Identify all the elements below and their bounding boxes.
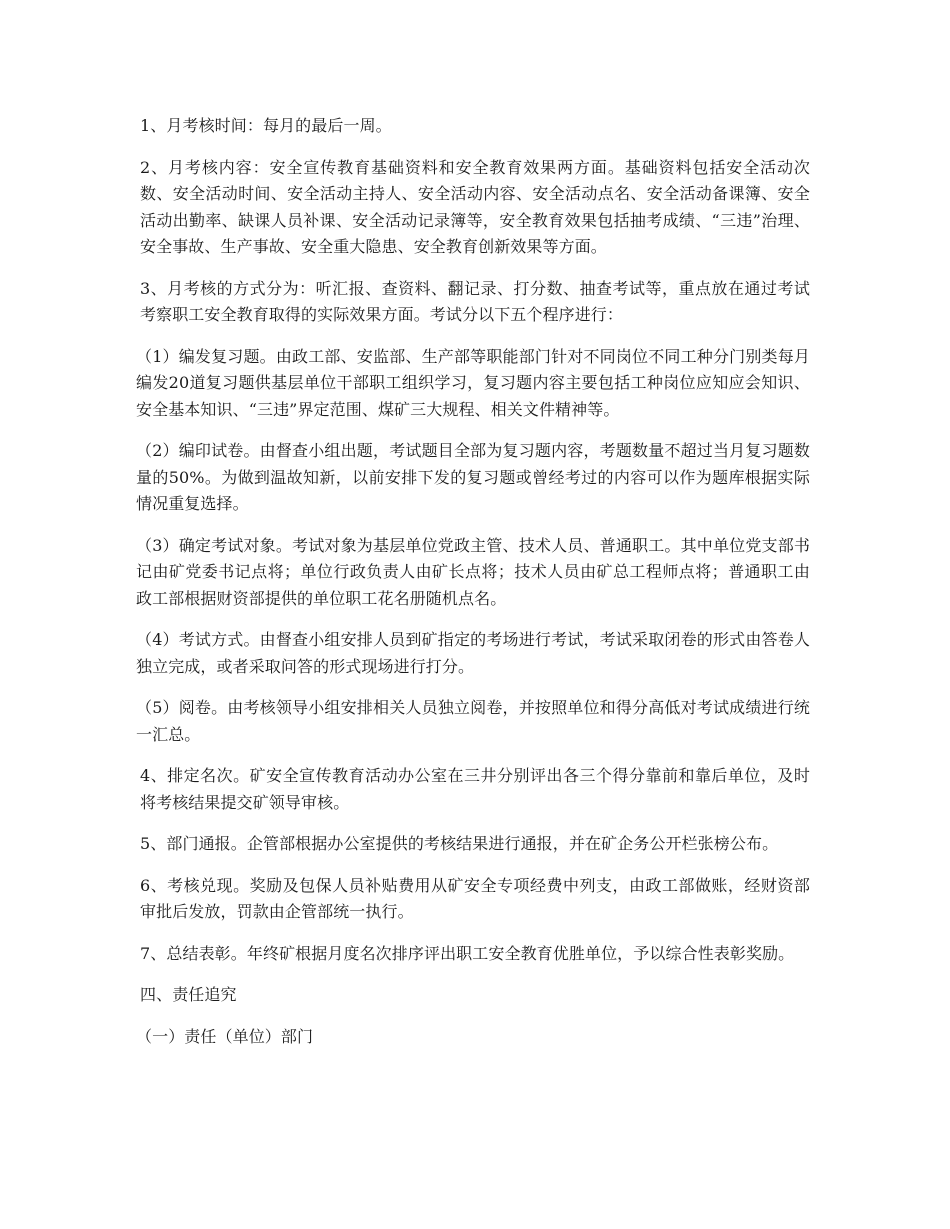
subsection-heading-responsible-departments: （一）责任（单位）部门 bbox=[136, 1026, 314, 1046]
paragraph-department-notice: 5、部门通报。企管部根据办公室提供的考核结果进行通报，并在矿企务公开栏张榜公布。 bbox=[140, 834, 779, 853]
paragraph-step-print-papers: （2）编印试卷。由督查小组出题，考试题目全部为复习题内容，考题数量不超过当月复习题数量的50%。为做到温故知新，以前安排下发的复习题或曾经考过的内容可以作为题库根据实际情况重复选择。 bbox=[136, 441, 810, 513]
paragraph-summary-commendation: 7、总结表彰。年终矿根据月度名次排序评出职工安全教育优胜单位，予以综合性表彰奖励。 bbox=[140, 943, 795, 963]
paragraph-ranking: 4、排定名次。矿安全宣传教育活动办公室在三井分别评出各三个得分靠前和靠后单位，及时将考核结果提交矿领导审核。 bbox=[140, 766, 810, 812]
paragraph-reward-fulfillment: 6、考核兑现。奖励及包保人员补贴费用从矿安全专项经费中列支，由政工部做账，经财资部审批后发放，罚款由企管部统一执行。 bbox=[140, 875, 810, 921]
section-heading-accountability: 四、责任追究 bbox=[140, 985, 237, 1004]
document-page bbox=[136, 113, 810, 1065]
paragraph-exam-time: 1、月考核时间：每月的最后一周。 bbox=[140, 116, 392, 135]
paragraph-step-review-questions: （1）编发复习题。由政工部、安监部、生产部等职能部门针对不同岗位不同工种分门别类每月编发20道复习题供基层单位干部职工组织学习，复习题内容主要包括工种岗位应知应会知识、安全基本知识、“三违”界定范围、煤矿三大规程、相关文件精神等。 bbox=[136, 346, 810, 419]
paragraph-step-grading: （5）阅卷。由考核领导小组安排相关人员独立阅卷，并按照单位和得分高低对考试成绩进行统一汇总。 bbox=[136, 698, 810, 744]
paragraph-step-exam-format: （4）考试方式。由督查小组安排人员到矿指定的考场进行考试，考试采取闭卷的形式由答卷人独立完成，或者采取问答的形式现场进行打分。 bbox=[136, 630, 810, 676]
paragraph-exam-method: 3、月考核的方式分为：听汇报、查资料、翻记录、打分数、抽查考试等，重点放在通过考试考察职工安全教育取得的实际效果方面。考试分以下五个程序进行： bbox=[140, 278, 810, 324]
paragraph-exam-content: 2、月考核内容：安全宣传教育基础资料和安全教育效果两方面。基础资料包括安全活动次数、安全活动时间、安全活动主持人、安全活动内容、安全活动点名、安全活动备课簿、安全活动出勤率、缺课人员补课、安全活动记录簿等，安全教育效果包括抽考成绩、“三违”治理、安全事故、生产事故、安全重大隐患、安全教育创新效果等方面。 bbox=[140, 157, 810, 256]
paragraph-step-exam-targets: （3）确定考试对象。考试对象为基层单位党政主管、技术人员、普通职工。其中单位党支部书记由矿党委书记点将；单位行政负责人由矿长点将；技术人员由矿总工程师点将；普通职工由政工部根据财资部提供的单位职工花名册随机点名。 bbox=[136, 535, 810, 608]
